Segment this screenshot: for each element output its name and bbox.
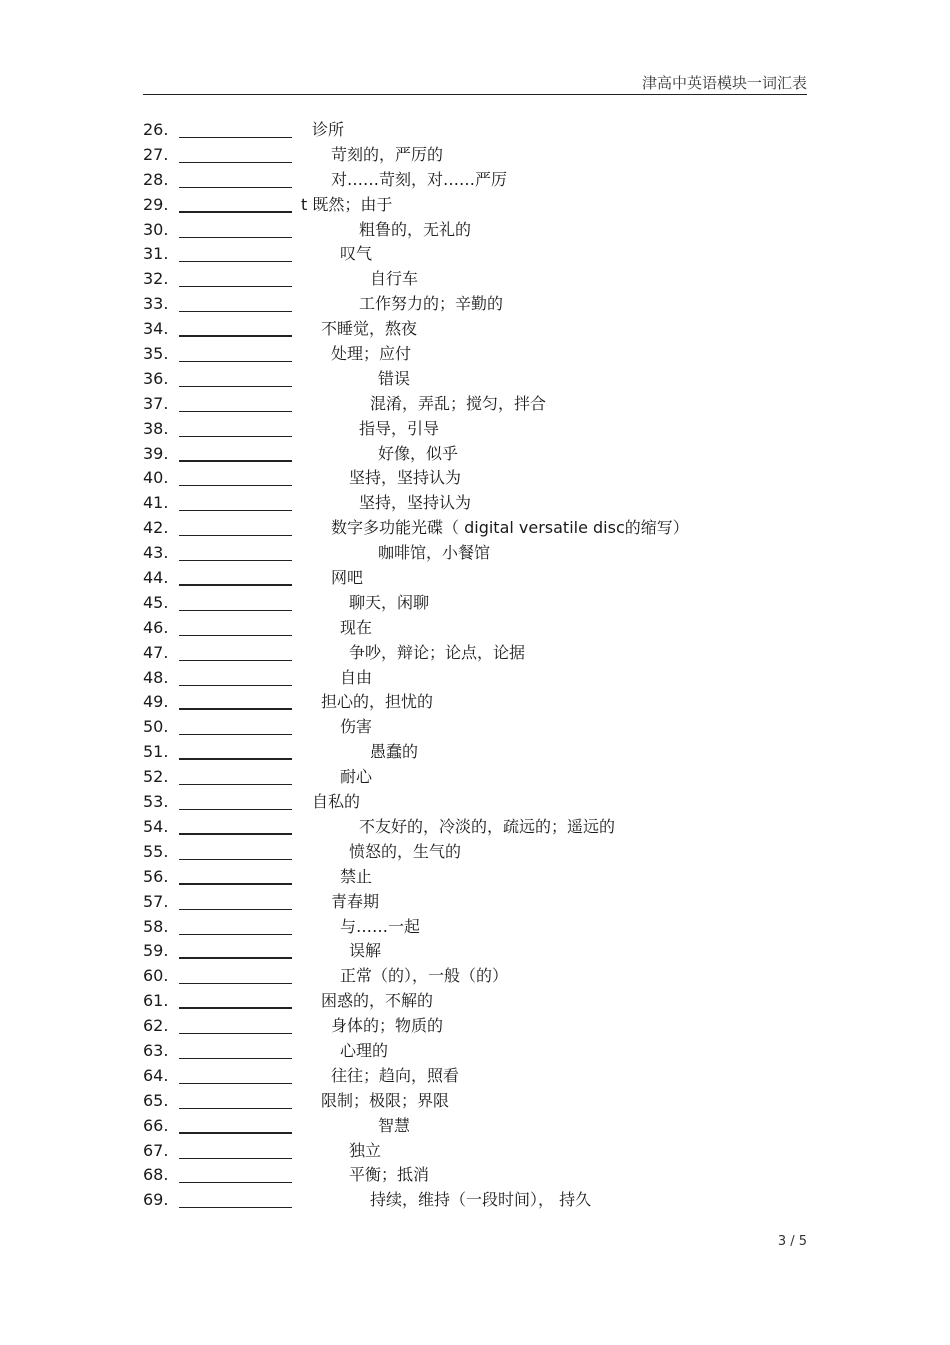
vocab-meaning: 不睡觉，熬夜 [321, 319, 418, 339]
vocab-row [143, 740, 807, 765]
vocab-meaning: 愚蠢的 [370, 742, 419, 762]
vocab-number: 39. [143, 443, 169, 463]
answer-blank-line [179, 883, 292, 885]
vocab-meaning: 禁止 [340, 866, 373, 886]
vocab-number: 36. [143, 368, 169, 388]
answer-blank-line [179, 187, 292, 188]
vocab-meaning: 工作努力的；辛勤的 [359, 294, 504, 314]
answer-blank-line [179, 784, 292, 785]
answer-blank-line [179, 411, 292, 412]
vocab-row [143, 840, 807, 865]
vocab-number: 30. [143, 219, 169, 239]
vocab-row [143, 616, 807, 641]
answer-blank-line [179, 386, 292, 387]
vocab-number: 59. [143, 941, 169, 961]
vocab-number: 62. [143, 1016, 169, 1036]
vocab-meaning: 往往；趋向，照看 [331, 1065, 460, 1085]
vocab-meaning: 好像，似乎 [378, 443, 459, 463]
vocab-number: 35. [143, 344, 169, 364]
vocab-meaning: 粗鲁的，无礼的 [359, 219, 472, 239]
vocab-number: 38. [143, 418, 169, 438]
vocab-number: 69. [143, 1190, 169, 1210]
vocab-meaning: 坚持，坚持认为 [359, 493, 472, 513]
vocab-row [143, 765, 807, 790]
vocab-meaning: 平衡；抵消 [349, 1165, 430, 1185]
document-header-title: 津高中英语模块一词汇表 [641, 74, 807, 92]
vocab-meaning: 自由 [340, 667, 373, 687]
vocab-meaning: 混淆，弄乱；搅匀，拌合 [370, 393, 547, 413]
vocab-number: 44. [143, 568, 169, 588]
vocab-row [143, 715, 807, 740]
vocab-number: 37. [143, 393, 169, 413]
vocab-row [143, 516, 807, 541]
answer-blank-line [179, 361, 292, 362]
vocab-row [143, 1064, 807, 1089]
answer-blank-line [179, 909, 292, 910]
vocab-number: 68. [143, 1165, 169, 1185]
vocab-number: 65. [143, 1090, 169, 1110]
vocab-row [143, 1014, 807, 1039]
answer-blank-line [179, 335, 292, 337]
vocab-number: 51. [143, 742, 169, 762]
vocab-number: 33. [143, 294, 169, 314]
vocab-row [143, 566, 807, 591]
vocab-number: 61. [143, 991, 169, 1011]
vocab-row [143, 342, 807, 367]
vocab-row [143, 367, 807, 392]
answer-blank-line [179, 510, 292, 511]
vocab-row [143, 143, 807, 168]
vocab-number: 27. [143, 144, 169, 164]
answer-blank-line [179, 137, 292, 138]
answer-blank-line [179, 758, 292, 760]
vocab-number: 28. [143, 169, 169, 189]
vocab-number: 54. [143, 816, 169, 836]
vocab-row [143, 815, 807, 840]
vocab-row [143, 591, 807, 616]
vocab-meaning: 误解 [349, 941, 382, 961]
vocab-row [143, 1089, 807, 1114]
vocab-meaning: 身体的；物质的 [331, 1016, 444, 1036]
vocab-row [143, 865, 807, 890]
vocab-meaning: 数字多功能光碟（ digital versatile disc的缩写） [331, 518, 689, 538]
vocab-number: 57. [143, 891, 169, 911]
vocab-meaning: 独立 [349, 1140, 382, 1160]
vocab-number: 58. [143, 916, 169, 936]
header-divider [143, 94, 807, 95]
vocab-row [143, 267, 807, 292]
vocab-row [143, 392, 807, 417]
vocab-meaning: 愤怒的，生气的 [349, 841, 462, 861]
vocab-number: 48. [143, 667, 169, 687]
vocab-meaning: 智慧 [378, 1115, 411, 1135]
vocab-number: 34. [143, 319, 169, 339]
answer-blank-line [179, 485, 292, 486]
vocab-row [143, 641, 807, 666]
answer-blank-line [179, 1083, 292, 1084]
vocab-meaning: 持续，维持（一段时间）， 持久 [370, 1190, 592, 1210]
answer-blank-line [179, 809, 292, 810]
answer-blank-line [179, 311, 292, 312]
answer-blank-line [179, 957, 292, 959]
vocab-meaning: 自私的 [312, 792, 361, 812]
vocab-meaning: 错误 [378, 368, 411, 388]
vocab-meaning: 争吵，辩论；论点，论据 [349, 642, 526, 662]
vocab-meaning: 青春期 [331, 891, 380, 911]
answer-blank-line [179, 610, 292, 611]
vocab-meaning: 困惑的，不解的 [321, 991, 434, 1011]
answer-blank-line [179, 1182, 292, 1183]
vocab-number: 42. [143, 518, 169, 538]
vocab-meaning: 诊所 [312, 120, 345, 139]
answer-blank-line [179, 211, 292, 213]
answer-blank-line [179, 1132, 292, 1134]
vocab-meaning: 叹气 [340, 244, 373, 264]
vocab-row [143, 890, 807, 915]
vocab-number: 32. [143, 269, 169, 289]
vocab-row [143, 1114, 807, 1139]
answer-blank-line [179, 237, 292, 238]
answer-blank-line [179, 560, 292, 561]
answer-blank-line [179, 162, 292, 163]
vocab-meaning: 正常（的），一般（的） [340, 966, 509, 986]
vocab-meaning: 咖啡馆，小餐馆 [378, 543, 491, 563]
answer-blank-line [179, 983, 292, 984]
vocab-number: 55. [143, 841, 169, 861]
answer-blank-line [179, 833, 292, 835]
vocab-number: 50. [143, 717, 169, 737]
vocab-meaning: 聊天，闲聊 [349, 592, 430, 612]
vocab-number: 46. [143, 617, 169, 637]
vocab-meaning: 与……一起 [340, 916, 421, 936]
answer-blank-line [179, 859, 292, 860]
vocab-number: 56. [143, 866, 169, 886]
vocab-row [143, 292, 807, 317]
vocab-row [143, 491, 807, 516]
vocab-number: 49. [143, 692, 169, 712]
vocab-meaning: 限制；极限；界限 [321, 1090, 450, 1110]
vocab-meaning: 网吧 [331, 568, 364, 588]
vocab-meaning: 处理；应付 [331, 344, 412, 364]
vocab-row [143, 541, 807, 566]
answer-blank-line [179, 708, 292, 710]
answer-blank-line [179, 535, 292, 536]
vocab-row [143, 218, 807, 243]
answer-blank-line [179, 460, 292, 462]
vocab-meaning: 担心的，担忧的 [321, 692, 434, 712]
page-number: 3 / 5 [777, 1234, 807, 1249]
vocab-meaning: t 既然；由于 [301, 194, 393, 214]
vocab-meaning: 现在 [340, 617, 373, 637]
vocab-number: 43. [143, 543, 169, 563]
vocab-row [143, 417, 807, 442]
vocab-meaning: 苛刻的，严厉的 [331, 144, 444, 164]
answer-blank-line [179, 1033, 292, 1034]
vocab-row [143, 790, 807, 815]
vocab-row [143, 193, 807, 218]
vocab-row [143, 690, 807, 715]
vocab-row [143, 317, 807, 342]
vocab-number: 40. [143, 468, 169, 488]
answer-blank-line [179, 436, 292, 437]
vocab-number: 52. [143, 767, 169, 787]
answer-blank-line [179, 286, 292, 287]
vocab-row [143, 964, 807, 989]
answer-blank-line [179, 635, 292, 636]
vocab-number: 41. [143, 493, 169, 513]
vocab-number: 64. [143, 1065, 169, 1085]
vocab-meaning: 坚持，坚持认为 [349, 468, 462, 488]
vocab-number: 47. [143, 642, 169, 662]
vocab-row [143, 1163, 807, 1188]
vocabulary-list [143, 118, 807, 1213]
vocab-row [143, 666, 807, 691]
vocab-row [143, 118, 807, 143]
vocab-row [143, 1139, 807, 1164]
vocab-meaning: 不友好的，冷淡的，疏远的；遥远的 [359, 816, 616, 836]
vocab-meaning: 心理的 [340, 1040, 389, 1060]
vocab-meaning: 指导，引导 [359, 418, 440, 438]
answer-blank-line [179, 584, 292, 586]
vocab-number: 67. [143, 1140, 169, 1160]
vocab-row [143, 242, 807, 267]
vocab-row [143, 989, 807, 1014]
vocab-number: 29. [143, 194, 169, 214]
vocab-row [143, 466, 807, 491]
vocab-meaning: 耐心 [340, 767, 373, 787]
answer-blank-line [179, 934, 292, 935]
answer-blank-line [179, 1207, 292, 1208]
vocab-number: 53. [143, 792, 169, 812]
vocab-row [143, 442, 807, 467]
answer-blank-line [179, 261, 292, 262]
vocab-number: 63. [143, 1040, 169, 1060]
vocab-number: 60. [143, 966, 169, 986]
answer-blank-line [179, 1108, 292, 1109]
answer-blank-line [179, 685, 292, 686]
answer-blank-line [179, 1058, 292, 1059]
answer-blank-line [179, 660, 292, 661]
vocab-row [143, 168, 807, 193]
vocab-row [143, 1188, 807, 1213]
vocab-row [143, 1039, 807, 1064]
vocab-number: 31. [143, 244, 169, 264]
answer-blank-line [179, 734, 292, 735]
vocab-meaning: 自行车 [370, 269, 419, 289]
vocab-row [143, 939, 807, 964]
vocab-meaning: 对……苛刻，对……严厉 [331, 169, 508, 189]
vocab-meaning: 伤害 [340, 717, 373, 737]
vocab-row [143, 915, 807, 940]
vocab-number: 45. [143, 592, 169, 612]
vocab-number: 66. [143, 1115, 169, 1135]
vocab-number: 26. [143, 120, 169, 139]
answer-blank-line [179, 1007, 292, 1009]
answer-blank-line [179, 1158, 292, 1159]
